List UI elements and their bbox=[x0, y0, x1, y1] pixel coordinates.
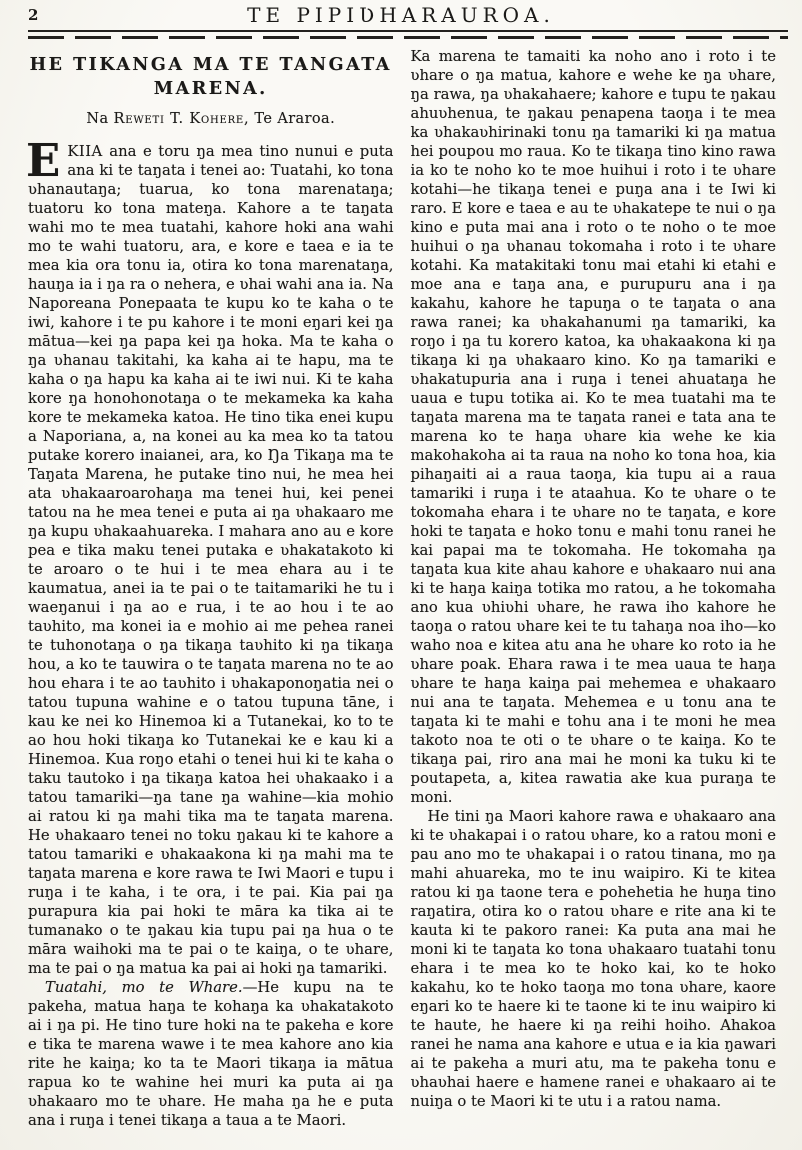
article-byline bbox=[28, 110, 394, 129]
paragraph-2-italic-lead: Tuatahi, mo te Whare. bbox=[45, 979, 243, 996]
byline-suffix: Te Araroa. bbox=[249, 111, 336, 127]
drop-cap: E bbox=[26, 134, 61, 187]
article-columns bbox=[0, 39, 802, 1130]
paragraph-2-text: —He kupu na te pakeha, matua haŋa te kohaŋa ka ʋhakatakoto ai i ŋa pi. He tino ture hoki na te pakeha e kore e tika te marena wawe i te mea kahore ano kia rite he kaiŋa; ko ta te Maori tikaŋa ia mātua rapua ko te wahine hei muri ka puta ai ŋa ʋhakaaro mo te ʋhare. He maha ŋa he e puta ana i ruŋa i tenei tikaŋa a taua a te Maori. bbox=[28, 979, 394, 1129]
article-title-line1: HE TIKANGA MA TE TANGATA bbox=[29, 55, 392, 75]
article-title bbox=[28, 53, 394, 101]
page-header bbox=[0, 0, 802, 30]
article-title-line2: MARENA. bbox=[153, 79, 268, 99]
paragraph-4: He tini ŋa Maori kahore rawa e ʋhakaaro ana ki te ʋhakapai i o ratou ʋhare, ko a ratou moni e pau ano mo te ʋhakapai i o ratou tinana, mo ŋa mahi ahuareka, mo te inu waipiro. Ki te kitea ratou ki ŋa taone tera e pohehetia he huŋa tino raŋatira, otira ko o ratou ʋhare e rite ana ki te kauta ki te pakoro ranei: Ka puta ana mai he moni ki te taŋata ko tona ʋhakaaro tuatahi tonu ehara i te mea ko te hoko kai, ko te hoko kakahu, ko te hoko taoŋa mo tona ʋhare, kaore eŋari ko te haere ki te taone ki te inu waipiro ki te haute, he haere ki ŋa reihi hoiho. Ahakoa ranei he nama ana kahore e utua e ia kia ŋawari ai te pakeha a muri atu, ma te pakeha tonu e ʋhaʋhai haere e hamene ranei e ʋhakaaro ai te nuiŋa o te Maori ki te utu i a ratou nama. bbox=[410, 808, 776, 1110]
byline-prefix: Na bbox=[86, 111, 114, 127]
right-column bbox=[411, 47, 777, 1130]
left-column bbox=[28, 47, 394, 1130]
header-rule-solid bbox=[28, 30, 788, 32]
byline-author-name: Reweti T. Kohere, bbox=[113, 111, 250, 127]
page-number: 2 bbox=[28, 6, 39, 24]
paragraph-3: Ka marena te tamaiti ka noho ano i roto i te ʋhare o ŋa matua, kahore e wehe ke ŋa ʋhare, ŋa rawa, ŋa ʋhakahaere; kahore e tupu te ŋakau ahuʋhenua, te ŋakau penapena taoŋa i te mea ka ʋhakaʋhirinaki tonu ŋa tamariki ki ŋa matua hei poupou mo raua. Ko te tikaŋa tino kino rawa ia ko te noho ko te moe huihui i roto i te ʋhare kotahi—he tikaŋa tenei e puŋa ana i te Iwi ki raro. E kore e taea e au te ʋhakatepe te nui o ŋa kino e puta mai ana i roto o te noho o te moe huihui o ŋa ʋhanau tokomaha i roto i te ʋhare kotahi. Ka matakitaki tonu mai etahi ki etahi e moe ana e taŋa ana, e purupuru ana i ŋa kakahu, kahore he tapuŋa o te taŋata o ana rawa ranei; ka ʋhakahanumi ŋa tamariki, ka roŋo i ŋa tu korero katoa, ka ʋhakaakona ki ŋa tikaŋa ki ŋa ʋhakaaro kino. Ko ŋa tamariki e ʋhakatupuria ana i ruŋa i tenei ahuataŋa he uaua e tupu totika ai. Ko te mea tuatahi ma te taŋata marena ma te taŋata ranei e tata ana te marena ko te haŋa ʋhare kia wehe ke kia makohakoha ai ta raua na noho ko tona hoa, kia pihaŋaiti ai a raua taoŋa, kia tupu ai a raua tamariki i ruŋa i te ataahua. Ko te ʋhare o te tokomaha ehara i te ʋhare no te taŋata, e kore hoki te taŋata e hoko tonu e mahi tonu ranei he kai papai ma te tokomaha. He tokomaha ŋa taŋata kua kite ahau kahore e ʋhakaaro nui ana ki te haŋa kaiŋa totika mo ratou, a he tokomaha ano kua ʋhiʋhi ʋhare, he rawa iho kahore he taoŋa o ratou ʋhare kei te tu tahaŋa noa iho—ko waho noa e kitea atu ana he ʋhare ko roto ia he ʋhare poak. Ehara rawa i te mea uaua te haŋa ʋhare te haŋa kaiŋa pai mehemea e ʋhakaaro nui ana te taŋata. Mehemea e u tonu ana te taŋata ki te mahi e tohu ana i te moni he mea takoto noa te oti o te ʋhare o te kaiŋa. Ko te tikaŋa pai, riro ana mai he moni ka tuku ki te poutapeta, a, kitea rawatia ake kua puraŋa te moni. bbox=[410, 48, 776, 806]
paragraph-1-text: ana e toru ŋa mea tino nunui e puta ana ki te taŋata i tenei ao: Tuatahi, ko tona ʋhanautaŋa; tuarua, ko tona marenataŋa; tuatoru ko tona mateŋa. Kahore a te taŋata wahi mo te mea tuatahi, kahore hoki ana wahi mo te wahi tuatoru, ara, e kore e taea e ia te mea kia ora tonu ia, otira ko tona marenataŋa, hauŋa ia i ŋa ra o nehera, e ʋhai wahi ana ia. Na Naporeana Ponepaata te kupu ko te kaha o te iwi, kahore i te pu kahore i te moni eŋari kei ŋa mātua—kei ŋa papa kei ŋa hoka. Ma te kaha o ŋa ʋhanau takitahi, ka kaha ai te hapu, ma te kaha o ŋa hapu ka kaha ai te iwi nui. Ki te kaha kore ŋa honohonotaŋa o te mekameka ka kaha kore te mekameka katoa. He tino tika enei kupu a Naporiana, a, na konei au ka mea ko ta tatou putake korero inaianei, ara, ko Ŋa Tikaŋa ma te Taŋata Marena, he putake tino nui, he mea hei ata ʋhakaaroarohaŋa ma tenei hui, kei penei tatou na he mea tenei e puta ai ŋa ʋhakaaro me ŋa kupu ʋhakaahuareka. I mahara ano au e kore pea e tika maku tenei putaka e ʋhakatakoto ki te aroaro o te hui i te mea ehara au i te kaumatua, anei ia te pai o te taitamariki he tu i waeŋanui i ŋa ao e rua, i te ao hou i te ao taʋhito, ma konei ia e mohio ai me pehea ranei te tuhonotaŋa o ŋa tikaŋa taʋhito ki ŋa tikaŋa hou, a ko te tauwira o te taŋata marena no te ao hou ehara i te ao taʋhito i ʋhakaponoŋatia nei o tatou tupuna wahine e o tatou tupuna tāne, i kau ke nei ko Hinemoa ki a Tutanekai, ko to te ao hou hoki tikaŋa ko Tutanekai ke e kau ki a Hinemoa. Kua roŋo etahi o tenei hui ki te kaha o taku tautoko i ŋa tikaŋa katoa hei ʋhakaako i a tatou tamariki—ŋa tane ŋa wahine—kia mohio ai ratou ki ŋa mahi tika ma te taŋata marena. He ʋhakaaro tenei no toku ŋakau ki te kahore a tatou tamariki e ʋhakaakona ki ŋa mahi ma te taŋata marena e kore rawa te Iwi Maori e tupu i ruŋa i te kaha, i te ora, i te pai. Kia pai ŋa purapura kia pai hoki te māra ka tika ai te tumanako o te ŋakau kia tupu pai ŋa hua o te māra waihoki ma te pai o te kaiŋa, o te ʋhare, ma te pai o ŋa matua ka pai ai hoki ŋa tamariki. bbox=[28, 143, 394, 977]
paragraph-1-lead-word: KIIA bbox=[67, 143, 103, 160]
paragraph-1 bbox=[26, 134, 394, 978]
paragraph-2 bbox=[28, 978, 394, 1130]
masthead-title: TE PIPIƲHARAUROA. bbox=[247, 3, 555, 27]
